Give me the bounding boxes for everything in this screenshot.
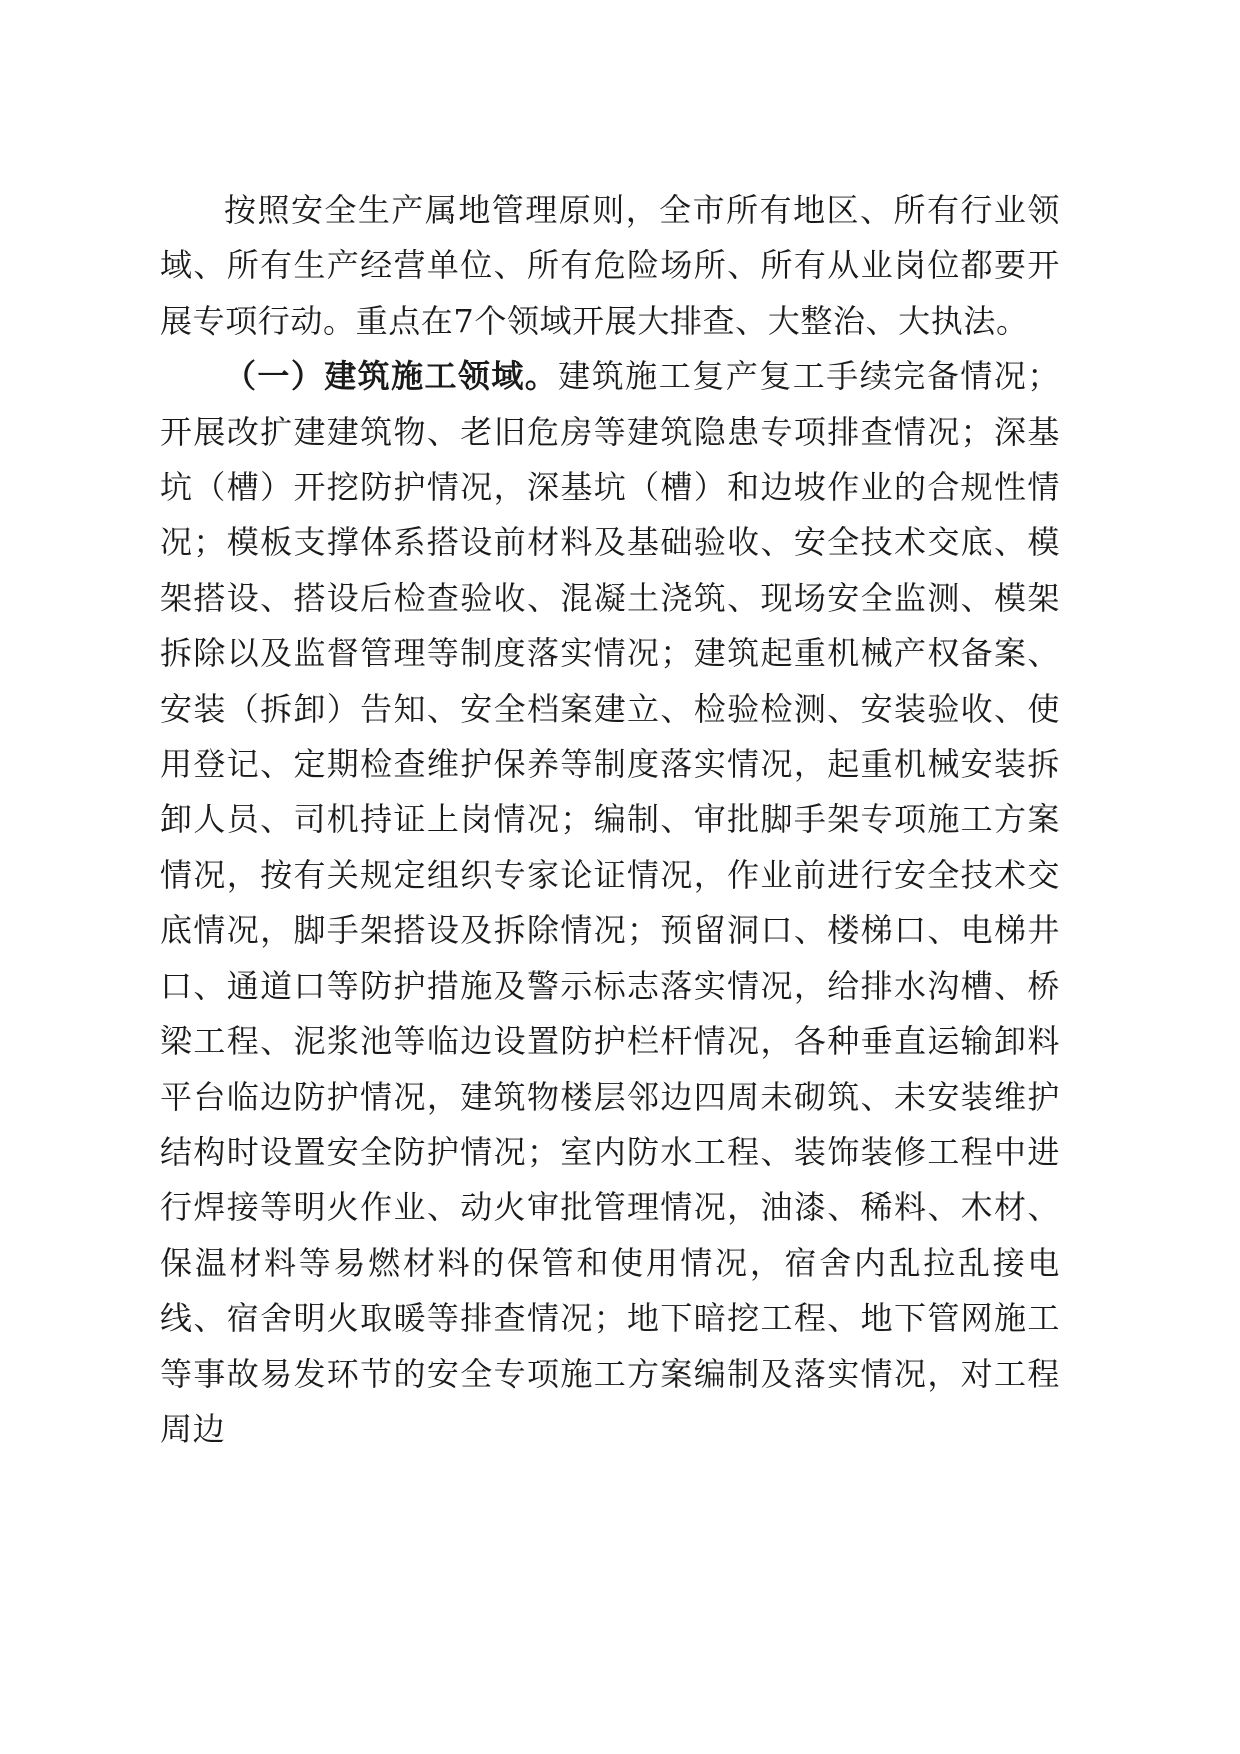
paragraph-intro-text: 按照安全生产属地管理原则，全市所有地区、所有行业领域、所有生产经营单位、所有危险场所、所有从业岗位都要开展专项行动。重点在7个领域开展大排查、大整治、大执法。 <box>160 191 1060 340</box>
section-body-text: 建筑施工复产复工手续完备情况；开展改扩建建筑物、老旧危房等建筑隐患专项排查情况；深基坑（槽）开挖防护情况，深基坑（槽）和边坡作业的合规性情况；模板支撑体系搭设前材料及基础验收、安全技术交底、模架搭设、搭设后检查验收、混凝土浇筑、现场安全监测、模架拆除以及监督管理等制度落实情况；建筑起重机械产权备案、安装（拆卸）告知、安全档案建立、检验检测、安装验收、使用登记、定期检查维护保养等制度落实情况，起重机械安装拆卸人员、司机持证上岗情况；编制、审批脚手架专项施工方案情况，按有关规定组织专家论证情况，作业前进行安全技术交底情况，脚手架搭设及拆除情况；预留洞口、楼梯口、电梯井口、通道口等防护措施及警示标志落实情况，给排水沟槽、桥梁工程、泥浆池等临边设置防护栏杆情况，各种垂直运输卸料平台临边防护情况，建筑物楼层邻边四周未砌筑、未安装维护结构时设置安全防护情况；室内防水工程、装饰装修工程中进行焊接等明火作业、动火审批管理情况，油漆、稀料、木材、保温材料等易燃材料的保管和使用情况，宿舍内乱拉乱接电线、宿舍明火取暖等排查情况；地下暗挖工程、地下管网施工等事故易发环节的安全专项施工方案编制及落实情况，对工程周边 <box>160 357 1060 1448</box>
paragraph-intro <box>160 183 1060 349</box>
document-body <box>160 183 1060 1457</box>
section-heading: （一）建筑施工领域。 <box>224 357 559 396</box>
paragraph-construction <box>160 349 1060 1457</box>
